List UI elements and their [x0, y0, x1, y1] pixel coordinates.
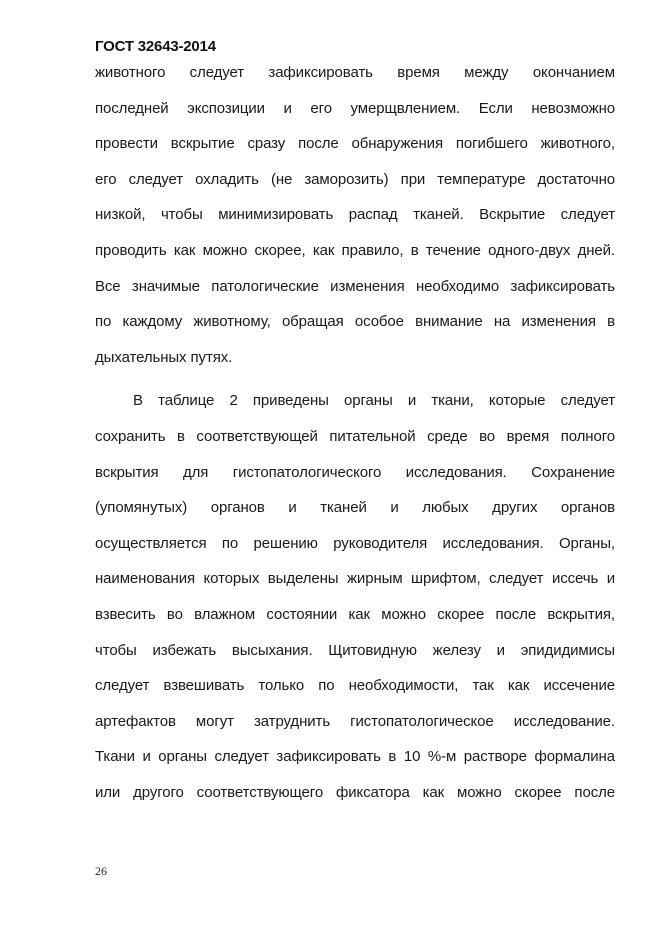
text-line: наименования которых выделены жирным шрифтом, следует иссечь и — [95, 570, 615, 588]
text-line: (упомянутых) органов и тканей и любых других органов — [95, 499, 615, 517]
text-line: Ткани и органы следует зафиксировать в 10 %-м растворе формалина — [95, 748, 615, 766]
text-line: или другого соответствующего фиксатора как можно скорее после — [95, 783, 615, 801]
document-header-code: ГОСТ 32643-2014 — [95, 38, 216, 55]
page-number: 26 — [95, 864, 107, 878]
text-line: артефактов могут затруднить гистопатологическое исследование. — [95, 712, 615, 730]
text-line: чтобы избежать высыхания. Щитовидную железу и эпидидимисы — [95, 641, 615, 659]
text-line: взвесить во влажном состоянии как можно скорее после вскрытия, — [95, 605, 615, 623]
text-line: вскрытия для гистопатологического исследования. Сохранение — [95, 463, 615, 481]
text-line: следует взвешивать только по необходимости, так как иссечение — [95, 677, 615, 695]
text-line: В таблице 2 приведены органы и ткани, которые следует — [133, 392, 615, 410]
text-line: Все значимые патологические изменения необходимо зафиксировать — [95, 277, 615, 295]
text-line: животного следует зафиксировать время между окончанием — [95, 64, 615, 81]
text-line: проводить как можно скорее, как правило, в течение одного-двух дней. — [95, 241, 615, 259]
text-line: сохранить в соответствующей питательной среде во время полного — [95, 427, 615, 445]
text-line: провести вскрытие сразу после обнаружения погибшего животного, — [95, 135, 615, 153]
text-line: осуществляется по решению руководителя исследования. Органы, — [95, 534, 615, 552]
body-text — [95, 60, 615, 815]
text-line: его следует охладить (не заморозить) при температуре достаточно — [95, 170, 615, 188]
paragraph-gap — [95, 380, 615, 388]
text-line: последней экспозиции и его умерщвлением. Если невозможно — [95, 99, 615, 117]
paragraph-1 — [95, 60, 615, 380]
text-line: низкой, чтобы минимизировать распад тканей. Вскрытие следует — [95, 206, 615, 224]
text-line: по каждому животному, обращая особое внимание на изменения в — [95, 313, 615, 331]
paragraph-2 — [95, 388, 615, 815]
text-line: дыхательных путях. — [95, 348, 233, 366]
